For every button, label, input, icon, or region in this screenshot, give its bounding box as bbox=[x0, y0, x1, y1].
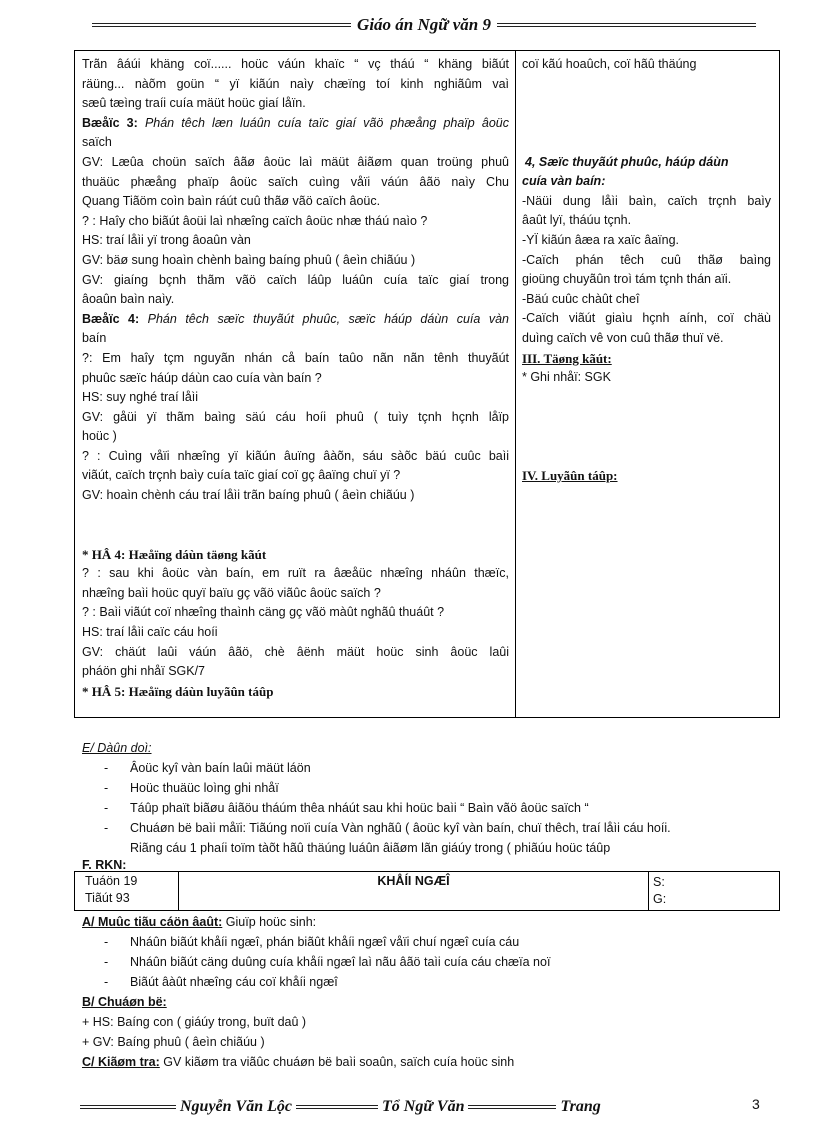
header-rule-left bbox=[92, 23, 351, 27]
table-line: nhæîng baìi hoüc quyï baïu gç vãö viãûc âoüc saïch ? bbox=[82, 585, 381, 600]
table-line: viãút, caïch trçnh baìy cuía taïc giaí coï gç âaïng chuï yï ? bbox=[82, 468, 401, 483]
table-line: thuäüc phæång phaïp âoüc saïch cuìng våïi váún âãö naìy Chu bbox=[82, 174, 509, 189]
table-line: gioüng chuyãûn troì tám tçnh thán aïi. bbox=[522, 272, 732, 287]
page-number: 3 bbox=[752, 1096, 760, 1112]
table-line: räüng... nàõm goün “ yï kiãún naìy chæïng toí kinh nghiãûm vaì bbox=[82, 76, 509, 91]
section-a-heading bbox=[82, 912, 782, 932]
step-3-text: Phán têch læn luáûn cuía taïc giaí vãö phæång phaïp âoüc bbox=[144, 115, 509, 130]
table-line: ? : Haîy cho biãút âoüi laì nhæîng caïch âoüc nhæ tháú naìo ? bbox=[82, 213, 428, 228]
teacher-student-activities-column bbox=[75, 51, 516, 717]
table-line: HS: suy nghé traí låìi bbox=[82, 390, 199, 405]
period-label: Tiãút 93 bbox=[85, 891, 130, 905]
section-e-title: E/ Dàûn doì: bbox=[82, 741, 152, 755]
table-line: GV: gåüi yï thãm baìng säú cáu hoíi phuû ( tuìy tçnh hçnh låïp bbox=[82, 409, 509, 424]
list-item: - Nháûn biãút khåíi ngæî, phán biãût khåíi ngæî våïi chuí ngæî cuía cáu bbox=[104, 935, 520, 949]
step-3-label: Bæåïc 3: bbox=[82, 115, 138, 130]
footer-author: Nguyễn Văn Lộc bbox=[180, 1098, 292, 1115]
footer-group: Tổ Ngữ Văn bbox=[382, 1098, 465, 1115]
section-e bbox=[82, 738, 782, 872]
section-4-practice-heading: IV. Luyãûn táûp: bbox=[522, 467, 618, 483]
header-title: Giáo án Ngữ văn 9 bbox=[357, 15, 491, 34]
table-line: ?: Em haîy tçm nguyãn nhán cå baín taûo nãn nãn tênh thuyãút bbox=[82, 350, 509, 365]
section-4-heading: 4, Sæïc thuyãút phuûc, háúp dáùn bbox=[525, 154, 729, 169]
date-cell bbox=[649, 872, 779, 910]
table-line: GV: chäút laûi váún âãö, chè âënh mäüt hoüc sinh âoüc laûi bbox=[82, 644, 509, 659]
table-line: -Näüi dung låìi baìn, caïch trçnh baìy bbox=[522, 193, 771, 208]
g-label: G: bbox=[653, 892, 667, 906]
footer-page-label: Trang bbox=[560, 1098, 601, 1115]
table-line: Quang Tiãöm coìn baìn ráút cuû thãø vãö caïch âoüc. bbox=[82, 194, 381, 209]
table-line: ? : sau khi âoüc vàn baín, em ruït ra âæåüc nhæîng nháûn thæïc, bbox=[82, 566, 509, 581]
spacer bbox=[522, 75, 771, 153]
table-line: pháön ghi nhåï SGK/7 bbox=[82, 664, 206, 679]
list-item-cont: Riãng cáu 1 phaíi toïm tàõt hãû thäúng luáûn âiãøm lãn giáúy trong ( phiãúu hoüc táûp bbox=[130, 841, 611, 855]
table-line: Trãn âáúi khäng coï...... hoüc váún khaïc “ vç tháú “ khäng biãút bbox=[82, 57, 509, 71]
table-line: GV: Læûa choün saïch âãø âoüc laì mäüt âiãøm quan troüng phuû bbox=[82, 154, 509, 169]
table-line: coï kãú hoaûch, coï hãû thäúng bbox=[522, 57, 697, 71]
table-line: HS: traí låìi caïc cáu hoíi bbox=[82, 625, 218, 640]
lesson-activity-table bbox=[74, 50, 780, 718]
spacer bbox=[522, 388, 771, 466]
page-footer bbox=[80, 1095, 744, 1119]
table-line: ? : Cuìng våïi nhæîng yï kiãún âuïng âàõn, sáu sàõc bäú cuûc baìi bbox=[82, 448, 509, 463]
section-b-title: B/ Chuáøn bë: bbox=[82, 995, 167, 1009]
step-4-label: Bæåïc 4: bbox=[82, 311, 140, 326]
lesson-content-column bbox=[516, 51, 779, 717]
table-line: âoaûn baìn naìy. bbox=[82, 292, 175, 307]
table-line: hoüc ) bbox=[82, 429, 117, 444]
table-line: HS: traí låìi yï trong âoaûn vàn bbox=[82, 233, 251, 248]
section-c-text: GV kiãøm tra viãûc chuáøn bë baìi soaûn, saïch cuía hoüc sinh bbox=[163, 1055, 515, 1069]
list-item: - Táûp phaït biãøu âiãöu tháúm thêa nháút sau khi hoüc baìi “ Baìn vãö âoüc saïch “ bbox=[104, 801, 589, 815]
section-b-line: + HS: Baíng con ( giáúy trong, buït daû ) bbox=[82, 1015, 307, 1029]
table-line: * Ghi nhåï: SGK bbox=[522, 370, 611, 385]
rkn-label: F. RKN: bbox=[82, 858, 127, 872]
activity-4-heading: * HÂ 4: Hæåïng dáùn täøng kãút bbox=[82, 546, 267, 562]
section-a-intro: Giuïp hoüc sinh: bbox=[225, 915, 317, 929]
section-c bbox=[82, 1052, 782, 1072]
section-4-heading-cont: cuía vàn baín: bbox=[522, 174, 606, 189]
lesson-header-table bbox=[74, 871, 780, 911]
spacer bbox=[82, 506, 509, 545]
step-4-text: Phán têch sæïc thuyãút phuûc, sæïc háúp dáùn cuía vàn bbox=[147, 311, 509, 326]
table-line: GV: hoaìn chènh cáu traí låìi trãn baíng phuû ( âeìn chiãúu ) bbox=[82, 488, 415, 503]
table-line: -Bäú cuûc chàût cheî bbox=[522, 291, 640, 306]
lesson-title: KHÅÍI NGÆÎ bbox=[179, 872, 649, 910]
table-line: âaût lyï, tháúu tçnh. bbox=[522, 213, 632, 228]
table-line: duìng caïch vê von cuû thãø thuï vë. bbox=[522, 330, 724, 345]
list-item: - Biãút âàût nhæîng cáu coï khåíi ngæî bbox=[104, 975, 338, 989]
table-line: saïch bbox=[82, 135, 112, 150]
table-line: ? : Baìi viãút coï nhæîng thaình cäng gç vãö màût nghãû thuáût ? bbox=[82, 605, 445, 620]
list-item: - Hoüc thuäüc loìng ghi nhåï bbox=[104, 781, 279, 795]
section-b-line: + GV: Baíng phuû ( âeìn chiãúu ) bbox=[82, 1035, 265, 1049]
table-line: phuûc sæïc háúp dáùn cao cuía vàn baín ? bbox=[82, 370, 322, 385]
week-label: Tuáön 19 bbox=[85, 874, 138, 888]
list-item: - Chuáøn bë baìi måïi: Tiãúng noïi cuía Vàn nghãû ( âoüc kyî vàn baín, chuï thêch, traí låìi cáu hoíi. bbox=[104, 821, 671, 835]
table-line: baín bbox=[82, 331, 107, 346]
footer-rule bbox=[296, 1105, 378, 1109]
table-line: GV: bäø sung hoaìn chènh baìng baíng phuû ( âeìn chiãúu ) bbox=[82, 252, 416, 267]
page-header bbox=[92, 14, 756, 36]
section-c-title: C/ Kiãøm tra: bbox=[82, 1055, 160, 1069]
s-label: S: bbox=[653, 875, 665, 889]
step-4-heading bbox=[82, 310, 509, 330]
table-line: -Caïch viãút giaìu hçnh aính, coï chäù bbox=[522, 311, 771, 326]
section-3-summary-heading: III. Täøng kãút: bbox=[522, 350, 612, 366]
activity-5-heading: * HÂ 5: Hæåïng dáùn luyãûn táûp bbox=[82, 683, 274, 699]
section-a-title: A/ Muûc tiãu cáön âaût: bbox=[82, 915, 223, 929]
list-item: - Âoüc kyî vàn baín laûi mäüt láön bbox=[104, 761, 311, 775]
footer-rule bbox=[468, 1105, 556, 1109]
footer-rule bbox=[80, 1105, 176, 1109]
list-item: - Nháûn biãút cäng duûng cuía khåíi ngæî laì nãu âãö taìi cuía cáu chæïa noï bbox=[104, 955, 551, 969]
table-line: -YÏ kiãún âæa ra xaïc âaïng. bbox=[522, 232, 680, 247]
step-3-heading bbox=[82, 114, 509, 134]
header-rule-right bbox=[497, 23, 756, 27]
section-a bbox=[82, 912, 782, 1072]
table-line: -Caïch phán têch cuû thãø baìng bbox=[522, 252, 771, 267]
week-period-cell bbox=[75, 872, 179, 910]
table-line: GV: giaíng bçnh thãm vãö caïch láûp luáûn cuía taïc giaí trong bbox=[82, 272, 509, 287]
table-line: sæû tæìng traíi cuía mäüt hoüc giaí låïn. bbox=[82, 96, 306, 111]
